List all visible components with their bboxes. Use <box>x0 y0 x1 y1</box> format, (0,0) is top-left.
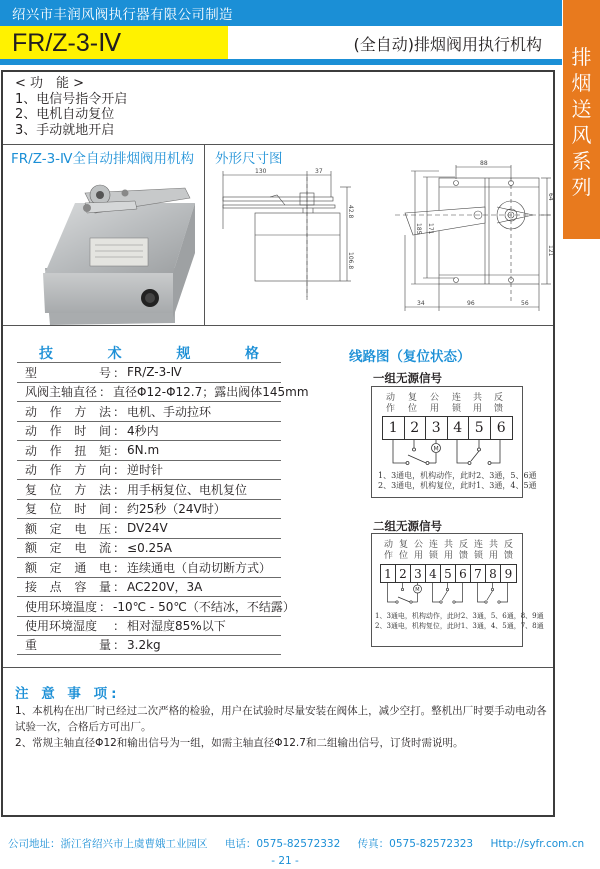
notes-list <box>15 703 551 751</box>
terminal: 1 <box>381 565 396 582</box>
specs-header-char: 术 <box>107 346 122 362</box>
switch-wiring <box>380 582 520 608</box>
model-number: FR/Z-3-Ⅳ <box>12 29 122 57</box>
specs-table <box>17 362 309 655</box>
svg-text:56: 56 <box>521 300 529 307</box>
group1-title: 一组无源信号 <box>373 371 442 385</box>
product-subtitle: (全自动)排烟阀用执行机构 <box>353 35 542 54</box>
terminal-label: 反 馈 <box>459 540 469 561</box>
drawing-section-title: 外形尺寸图 <box>215 151 283 167</box>
spec-row-reset-method: 复 位 方 法 ： 用手柄复位、电机复位 <box>17 479 281 499</box>
spec-row-action-method: 动 作 方 法 ： 电机、手动拉环 <box>17 401 281 421</box>
svg-text:42.8: 42.8 <box>347 205 354 219</box>
spec-row-rated-voltage: 额 定 电 压 ： DV24V <box>17 518 281 538</box>
divider <box>3 667 553 668</box>
spec-value: AC220V，3A <box>127 580 203 595</box>
terminal: 3 <box>411 565 426 582</box>
svg-text:106.8: 106.8 <box>347 252 354 270</box>
circuit-note: 1、3通电，机构动作，此时2、3通，5、6通，8、9通 2、3通电，机构复位，此时1、3通，4、5通，7、8通 <box>375 612 544 630</box>
spec-label: 使用环境湿度 <box>25 619 98 634</box>
spec-row-power-mode: 额 定 通 电 ： 连续通电（自动切断方式） <box>17 557 281 577</box>
svg-text:171: 171 <box>427 223 434 235</box>
photo-section-title: FR/Z-3-Ⅳ全自动排烟阀用机构 <box>11 151 194 167</box>
terminal-label: 复 位 <box>408 393 418 414</box>
spec-label: 动 作 方 法 <box>25 404 111 419</box>
spec-value: 电机、手动拉环 <box>127 404 212 419</box>
spec-value: DV24V <box>127 521 168 536</box>
terminal-label: 连 锁 <box>474 540 484 561</box>
spec-value: 用手柄复位、电机复位 <box>127 482 248 497</box>
spec-row-torque: 动 作 扭 矩 ： 6N.m <box>17 440 281 460</box>
spec-value: 相对湿度85%以下 <box>127 619 226 634</box>
svg-text:34: 34 <box>417 300 425 307</box>
circuit-diagram-group2 <box>371 533 544 647</box>
group2-title: 二组无源信号 <box>373 519 442 533</box>
terminal-label: 共 用 <box>489 540 499 561</box>
terminal-label: 共 用 <box>444 540 454 561</box>
terminal: 9 <box>504 566 513 581</box>
series-label <box>563 44 600 200</box>
terminal: 2 <box>396 565 411 582</box>
content-frame <box>1 70 555 817</box>
notes-title: 注 意 事 项: <box>15 686 121 702</box>
series-char: 系 <box>571 149 592 173</box>
svg-text:96: 96 <box>467 300 475 307</box>
function-item: 3、手动就地开启 <box>15 122 115 138</box>
spec-label: 额 定 通 电 <box>25 560 111 575</box>
spec-row-humidity: 使用环境湿度 ： 相对湿度85%以下 <box>17 616 281 636</box>
spec-label: 风阀主轴直径 <box>25 385 98 400</box>
specs-header-char: 规 <box>176 346 191 362</box>
divider <box>3 144 553 145</box>
spec-value: 逆时针 <box>127 463 164 478</box>
terminal: 6 <box>456 565 471 582</box>
spec-value: 4秒内 <box>127 424 159 439</box>
spec-label: 使用环境温度 <box>25 599 98 614</box>
spec-label: 复 位 方 法 <box>25 482 111 497</box>
company-website-link[interactable]: Http://syfr.com.cn <box>490 838 585 850</box>
spec-label: 复 位 时 间 <box>25 502 111 517</box>
spec-label: 额 定 电 流 <box>25 541 111 556</box>
title-row <box>0 26 562 59</box>
svg-text:88: 88 <box>480 160 488 167</box>
spec-row-direction: 动 作 方 向 ： 逆时针 <box>17 460 281 480</box>
spec-value: 约25秒（24V时） <box>127 502 226 517</box>
terminal-label: 反 馈 <box>494 393 504 414</box>
footer-contact <box>8 836 585 851</box>
note-item: 1、本机构在出厂时已经过二次严格的检验，用户在试验时尽量安装在阀体上，减少空打。整机出厂时要手动电动各试验一次，合格后方可出厂。 <box>15 705 547 733</box>
spec-row-temperature: 使用环境温度 ： -10℃ - 50℃（不结冰，不结露） <box>17 596 281 616</box>
series-char: 列 <box>571 175 592 199</box>
terminal: 8 <box>486 565 501 582</box>
svg-text:37: 37 <box>315 168 323 175</box>
terminal-label: 复 位 <box>399 540 409 561</box>
terminal-label: 动 作 <box>384 540 394 561</box>
function-item: 1、电信号指令开启 <box>15 91 128 107</box>
functions-title: < 功 能 > <box>15 76 85 91</box>
header-stripe <box>0 59 562 65</box>
series-char: 烟 <box>571 71 592 95</box>
specs-header-char: 格 <box>244 346 259 362</box>
svg-text:121: 121 <box>547 245 554 257</box>
spec-label: 额 定 电 压 <box>25 521 111 536</box>
dimension-drawing <box>215 157 555 322</box>
actuator-photo <box>25 173 205 338</box>
terminal: 3 <box>426 417 448 439</box>
terminal-strip <box>382 416 513 440</box>
company-phone: 电话：0575-82572332 <box>224 838 341 850</box>
function-item: 2、电机自动复位 <box>15 107 115 122</box>
terminal: 5 <box>441 565 456 582</box>
functions-block <box>15 76 127 138</box>
terminal-label: 反 馈 <box>504 540 514 561</box>
spec-label: 型 号 <box>25 365 111 380</box>
spec-label: 动 作 扭 矩 <box>25 443 111 458</box>
spec-value: ≤0.25A <box>127 540 172 555</box>
svg-text:M: M <box>415 587 420 594</box>
terminal: 4 <box>448 417 470 439</box>
spec-value: 6N.m <box>127 443 160 458</box>
circuit-note: 1、3通电，机构动作，此时2、3通，5、6通 2、3通电，机构复位，此时1、3通，4、5通 <box>378 471 537 490</box>
motor-icon: M <box>433 445 439 453</box>
svg-text:185: 185 <box>415 223 422 235</box>
terminal: 4 <box>426 565 441 582</box>
spec-value: FR/Z-3-Ⅳ <box>127 365 182 380</box>
series-char: 风 <box>571 123 592 147</box>
terminal-label: 共 用 <box>473 393 483 414</box>
terminal: 1 <box>383 417 405 439</box>
svg-text:130: 130 <box>255 168 267 175</box>
terminal: 2 <box>405 417 427 439</box>
specs-header-char: 技 <box>39 346 53 362</box>
spec-label: 动 作 时 间 <box>25 424 111 439</box>
terminal-label: 连 锁 <box>452 393 462 414</box>
svg-text:64: 64 <box>547 193 554 201</box>
company-address: 公司地址：浙江省绍兴市上虞曹娥工业园区 <box>8 838 208 850</box>
manufacturer-name: 绍兴市丰润风阀执行器有限公司制造 <box>12 7 233 23</box>
spec-value: 3.2kg <box>127 637 161 652</box>
page-number: - 21 - <box>271 855 299 867</box>
header-band <box>0 0 562 26</box>
terminal: 7 <box>471 565 486 582</box>
model-badge <box>0 26 228 59</box>
circuit-title: 线路图（复位状态） <box>349 349 471 365</box>
switch-wiring <box>382 439 512 469</box>
spec-row-action-time: 动 作 时 间 ： 4秒内 <box>17 421 281 441</box>
terminal-label: 连 锁 <box>429 540 439 561</box>
spec-row-contact-capacity: 接 点 容 量 ： AC220V，3A <box>17 577 281 597</box>
spec-value: 连续通电（自动切断方式） <box>127 560 272 575</box>
spec-value: 直径Φ12-Φ12.7；露出阀体145mm <box>113 385 309 400</box>
terminal-strip <box>380 564 517 583</box>
circuit-diagram-group1 <box>371 386 537 498</box>
spec-label: 重 量 <box>25 638 111 653</box>
company-fax: 传真：0575-82572323 <box>357 838 474 850</box>
spec-row-model: 型 号 ： FR/Z-3-Ⅳ <box>17 362 281 382</box>
specs-header <box>17 343 281 363</box>
series-char: 送 <box>571 97 592 121</box>
terminal: 5 <box>469 417 491 439</box>
spec-row-shaft-diameter: 风阀主轴直径 ： 直径Φ12-Φ12.7；露出阀体145mm <box>17 382 281 402</box>
spec-row-weight: 重 量 ： 3.2kg <box>17 635 281 655</box>
spec-row-reset-time: 复 位 时 间 ： 约25秒（24V时） <box>17 499 281 519</box>
series-char: 排 <box>571 45 592 69</box>
series-side-tab <box>563 0 600 239</box>
terminal-label: 公 用 <box>414 540 424 561</box>
terminal-label: 动 作 <box>386 393 396 414</box>
terminal-label: 公 用 <box>430 393 440 414</box>
spec-label: 动 作 方 向 <box>25 463 111 478</box>
spec-label: 接 点 容 量 <box>25 580 111 595</box>
note-item: 2、常规主轴直径Φ12和输出信号为一组，如需主轴直径Φ12.7和二组输出信号，订货时需说明。 <box>15 737 464 749</box>
spec-value: -10℃ - 50℃（不结冰，不结露） <box>113 599 295 614</box>
spec-row-rated-current: 额 定 电 流 ： ≤0.25A <box>17 538 281 558</box>
terminal: 6 <box>496 420 506 436</box>
